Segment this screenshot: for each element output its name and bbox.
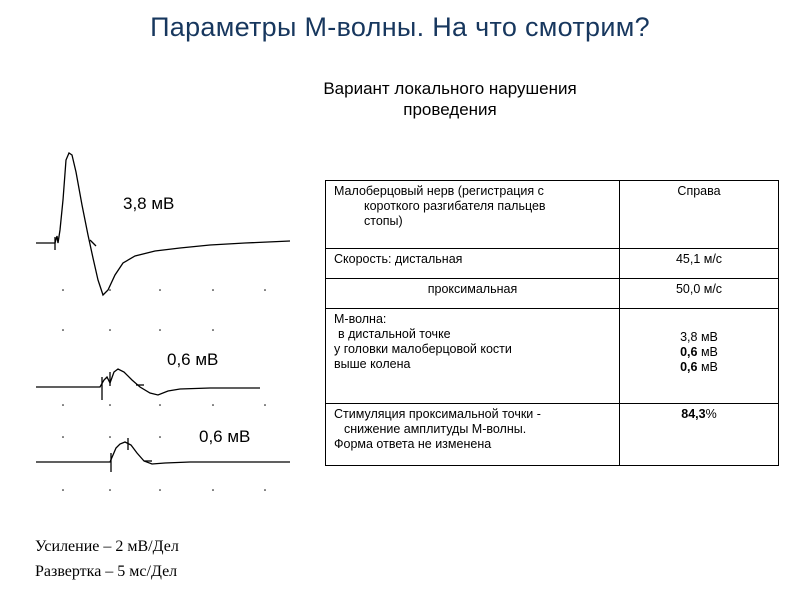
table-cell: М-волна: в дистальной точке у головки малоберцовой кости выше колена bbox=[326, 309, 620, 404]
table-row bbox=[326, 404, 779, 466]
table-row bbox=[326, 181, 779, 249]
sweep-label: Развертка – 5 мс/Дел bbox=[35, 563, 178, 580]
table-cell: 84,3% bbox=[620, 404, 779, 466]
subtitle-line-1: Вариант локального нарушения bbox=[323, 79, 577, 98]
trace-fibular-head bbox=[36, 369, 260, 400]
table-row bbox=[326, 309, 779, 404]
amplitude-label-above-knee: 0,6 мВ bbox=[199, 427, 251, 446]
table-cell: 50,0 м/с bbox=[620, 279, 779, 309]
table-row bbox=[326, 249, 779, 279]
gain-label: Усиление – 2 мВ/Дел bbox=[35, 538, 179, 555]
table-row bbox=[326, 279, 779, 309]
table-cell: Малоберцовый нерв (регистрация с короткого разгибателя пальцев стопы) bbox=[326, 181, 620, 249]
trace-above-knee bbox=[36, 438, 290, 472]
trace-distal bbox=[36, 153, 290, 295]
table-cell: проксимальная bbox=[326, 279, 620, 309]
table-cell: Справа bbox=[620, 181, 779, 249]
amplitude-label-distal: 3,8 мВ bbox=[123, 194, 175, 213]
amplitude-label-fibular-head: 0,6 мВ bbox=[167, 350, 219, 369]
table-cell: 3,8 мВ 0,6 мВ 0,6 мВ bbox=[620, 309, 779, 404]
conduction-table bbox=[325, 180, 779, 466]
table-cell: Скорость: дистальная bbox=[326, 249, 620, 279]
subtitle-line-2: проведения bbox=[403, 100, 497, 119]
page-title: Параметры М-волны. На что смотрим? bbox=[150, 12, 650, 42]
grid-dots bbox=[62, 289, 266, 491]
table-cell: Стимуляция проксимальной точки - снижение амплитуды М-волны. Форма ответа не изменена bbox=[326, 404, 620, 466]
table-cell: 45,1 м/с bbox=[620, 249, 779, 279]
